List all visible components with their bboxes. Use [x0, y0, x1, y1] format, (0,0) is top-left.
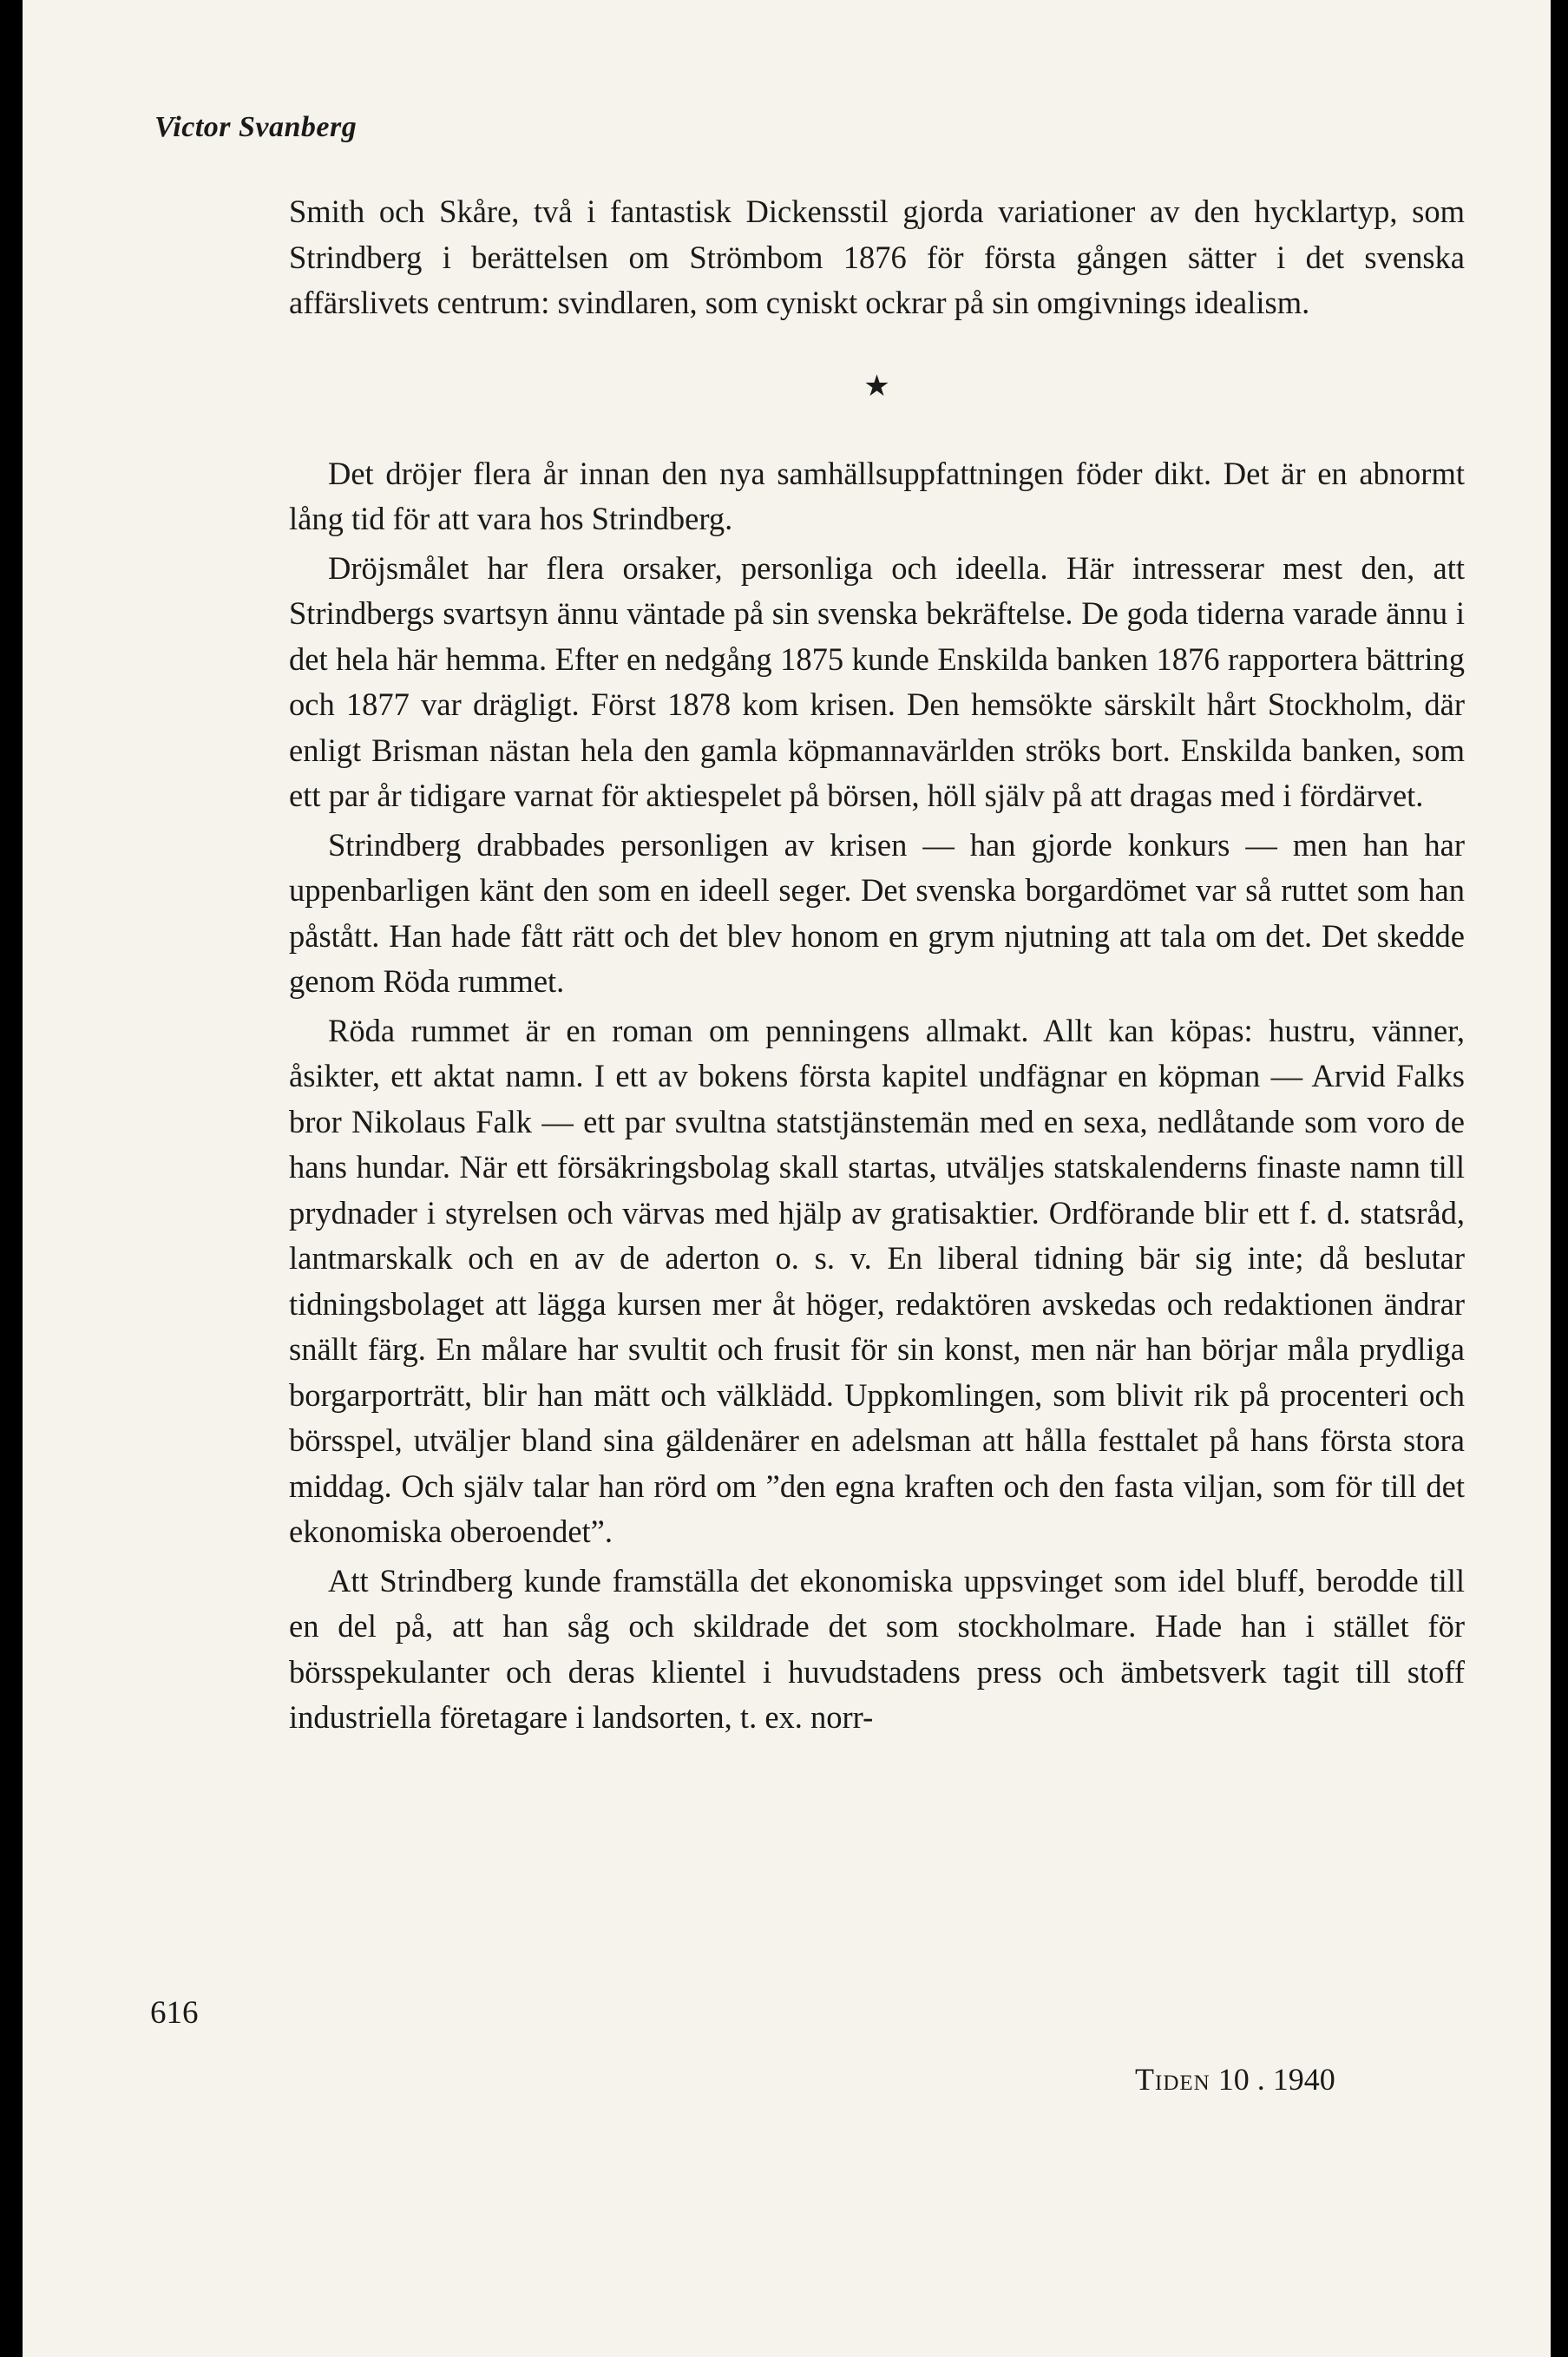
journal-name: Tiden [1135, 2062, 1210, 2097]
paragraph-2: Det dröjer flera år innan den nya samhällsuppfattningen föder dikt. Det är en abnormt lång tid för att vara hos Strindberg. [289, 455, 1465, 536]
running-head: Victor Svanberg [154, 111, 358, 143]
page-number: 616 [150, 1995, 199, 2031]
section-separator-star-icon: ★ [863, 370, 890, 403]
paragraph-3: Dröjsmålet har flera orsaker, personliga och ideella. Här intresserar mest den, att Strindbergs svartsyn ännu väntade på sin svenska bekräftelse. De goda tiderna varade ännu i det hela här hemma. Efter en nedgång 1875 kunde Enskilda banken 1876 rapportera bättring och 1877 var drägligt. Först 1878 kom krisen. Den hemsökte särskilt hårt Stockholm, där enligt Brisman nästan hela den gamla köpmannavärlden ströks bort. Enskilda banken, som ett par år tidigare varnat för aktiespelet på börsen, höll själv på att dragas med i fördärvet. [289, 549, 1465, 813]
body-text [289, 189, 1465, 1741]
journal-issue: 10 . 1940 [1217, 2062, 1335, 2097]
paragraph-4: Strindberg drabbades personligen av krisen — han gjorde konkurs — men han har uppenbarligen känt den som en ideell seger. Det svenska borgardömet var så ruttet som han påstått. Han hade fått rätt och det blev honom en grym njutning att tala om det. Det skedde genom Röda rummet. [289, 826, 1465, 999]
paragraph-5: Röda rummet är en roman om penningens allmakt. Allt kan köpas: hustru, vänner, åsikter, ett aktat namn. I ett av bokens första kapitel undfägnar en köpman — Arvid Falks bror Nikolaus Falk — ett par svultna statstjänstemän med en sexa, nedlåtande som voro de hans hundar. När ett försäkringsbolag skall startas, utväljes statskalenderns finaste namn till prydnader i styrelsen och värvas med hjälp av gratisaktier. Ordförande blir ett f. d. statsråd, lantmarskalk och en av de aderton o. s. v. En liberal tidning bär sig inte; då beslutar tidningsbolaget att lägga kursen mer åt höger, redaktören avskedas och redaktionen ändrar snällt färg. En målare har svultit och frusit för sin konst, men när han börjar måla prydliga borgarporträtt, blir han mätt och välklädd. Uppkomlingen, som blivit rik på procenteri och börsspel, utväljer bland sina gäldenärer en adelsman att hålla festtalet på hans första stora middag. Och själv talar han rörd om ”den egna kraften och den fasta viljan, som för till det ekonomiska oberoendet”. [289, 1012, 1465, 1549]
journal-footer [1135, 2061, 1335, 2098]
paragraph-6: Att Strindberg kunde framställa det ekonomiska uppsvinget som idel bluff, berodde till en del på, att han såg och skildrade det som stockholmare. Hade han i stället för börsspekulanter och deras klientel i huvudstadens press och ämbetsverk tagit till stoff industriella företagare i landsorten, t. ex. norr- [289, 1562, 1465, 1735]
document-page [23, 0, 1551, 2357]
paragraph-1: Smith och Skåre, två i fantastisk Dickensstil gjorda variationer av den hycklartyp, som Strindberg i berättelsen om Strömbom 1876 för första gången sätter i det svenska affärslivets centrum: svindlaren, som cyniskt ockrar på sin omgivnings idealism. [289, 194, 1465, 320]
